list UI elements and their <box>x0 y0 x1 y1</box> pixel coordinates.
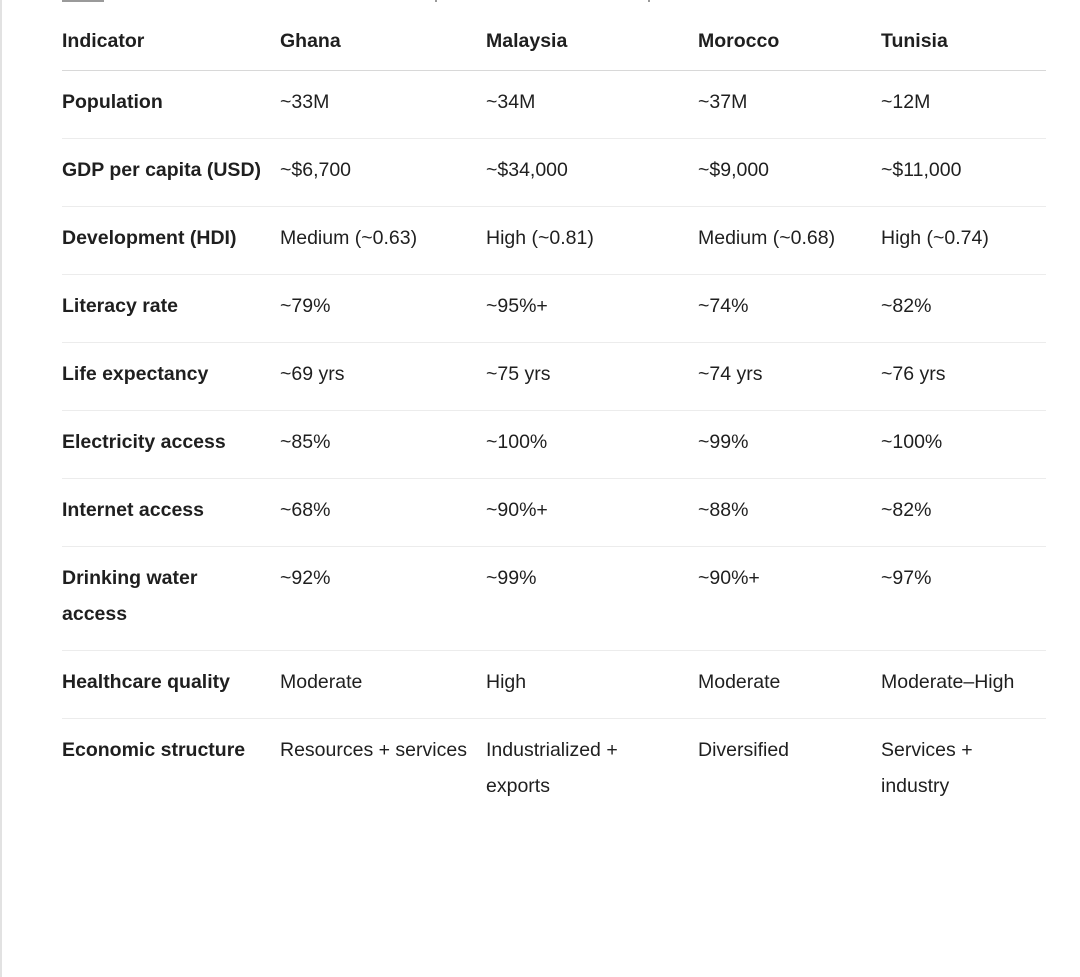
header-tunisia: Tunisia <box>881 18 1046 71</box>
cell-ghana: Moderate <box>280 671 363 693</box>
cell-morocco: ~99% <box>698 431 749 453</box>
cell-ghana: ~$6,700 <box>280 159 352 181</box>
table-row <box>62 71 1046 139</box>
table-row <box>62 343 1046 411</box>
row-label: Electricity access <box>62 431 226 453</box>
cell-tunisia: ~82% <box>881 295 932 317</box>
cell-tunisia: Services + industry <box>881 739 973 797</box>
header-malaysia: Malaysia <box>486 18 698 71</box>
cell-ghana: Resources + services <box>280 739 467 761</box>
table-row <box>62 207 1046 275</box>
header-indicator: Indicator <box>62 18 280 71</box>
header-ghana: Ghana <box>280 18 486 71</box>
cell-tunisia: ~97% <box>881 567 932 589</box>
row-label: GDP per capita (USD) <box>62 159 262 181</box>
row-label: Literacy rate <box>62 295 178 317</box>
header-row <box>62 18 1046 71</box>
cell-morocco: ~$9,000 <box>698 159 770 181</box>
cell-malaysia: High (~0.81) <box>486 227 594 249</box>
cell-malaysia: Industrialized + exports <box>486 739 618 797</box>
top-scroll-fragment <box>62 0 104 2</box>
row-label: Drinking water access <box>62 567 198 625</box>
cell-morocco: ~37M <box>698 91 748 113</box>
row-label: Population <box>62 91 163 113</box>
table-body <box>62 71 1046 823</box>
cell-morocco: ~90%+ <box>698 567 760 589</box>
cell-tunisia: Moderate–High <box>881 671 1015 693</box>
cell-ghana: ~68% <box>280 499 331 521</box>
top-fragment-mark <box>435 0 437 2</box>
table-row <box>62 651 1046 719</box>
cell-malaysia: ~75 yrs <box>486 363 551 385</box>
cell-malaysia: ~99% <box>486 567 537 589</box>
cell-tunisia: ~100% <box>881 431 943 453</box>
cell-morocco: Medium (~0.68) <box>698 227 836 249</box>
row-label: Healthcare quality <box>62 671 230 693</box>
table-row <box>62 139 1046 207</box>
cell-malaysia: ~95%+ <box>486 295 548 317</box>
left-border <box>0 0 2 977</box>
table-row <box>62 411 1046 479</box>
cell-ghana: ~79% <box>280 295 331 317</box>
comparison-table <box>62 18 1046 822</box>
top-fragment-mark <box>648 0 650 2</box>
row-label: Life expectancy <box>62 363 209 385</box>
table-row <box>62 719 1046 823</box>
cell-tunisia: ~82% <box>881 499 932 521</box>
cell-ghana: ~33M <box>280 91 330 113</box>
cell-morocco: ~88% <box>698 499 749 521</box>
table-header <box>62 18 1046 71</box>
cell-malaysia: ~100% <box>486 431 548 453</box>
row-label: Economic structure <box>62 739 246 761</box>
cell-malaysia: ~34M <box>486 91 536 113</box>
cell-ghana: ~85% <box>280 431 331 453</box>
cell-ghana: Medium (~0.63) <box>280 227 418 249</box>
cell-tunisia: High (~0.74) <box>881 227 989 249</box>
cell-tunisia: ~12M <box>881 91 931 113</box>
table-row <box>62 547 1046 651</box>
cell-ghana: ~92% <box>280 567 331 589</box>
table-row <box>62 479 1046 547</box>
cell-ghana: ~69 yrs <box>280 363 345 385</box>
row-label: Internet access <box>62 499 204 521</box>
table-row <box>62 275 1046 343</box>
cell-tunisia: ~76 yrs <box>881 363 946 385</box>
cell-morocco: Moderate <box>698 671 781 693</box>
cell-tunisia: ~$11,000 <box>881 159 962 181</box>
cell-morocco: ~74% <box>698 295 749 317</box>
row-label: Development (HDI) <box>62 227 237 249</box>
cell-malaysia: High <box>486 671 527 693</box>
cell-malaysia: ~$34,000 <box>486 159 568 181</box>
cell-morocco: Diversified <box>698 739 790 761</box>
cell-morocco: ~74 yrs <box>698 363 763 385</box>
cell-malaysia: ~90%+ <box>486 499 548 521</box>
header-morocco: Morocco <box>698 18 881 71</box>
